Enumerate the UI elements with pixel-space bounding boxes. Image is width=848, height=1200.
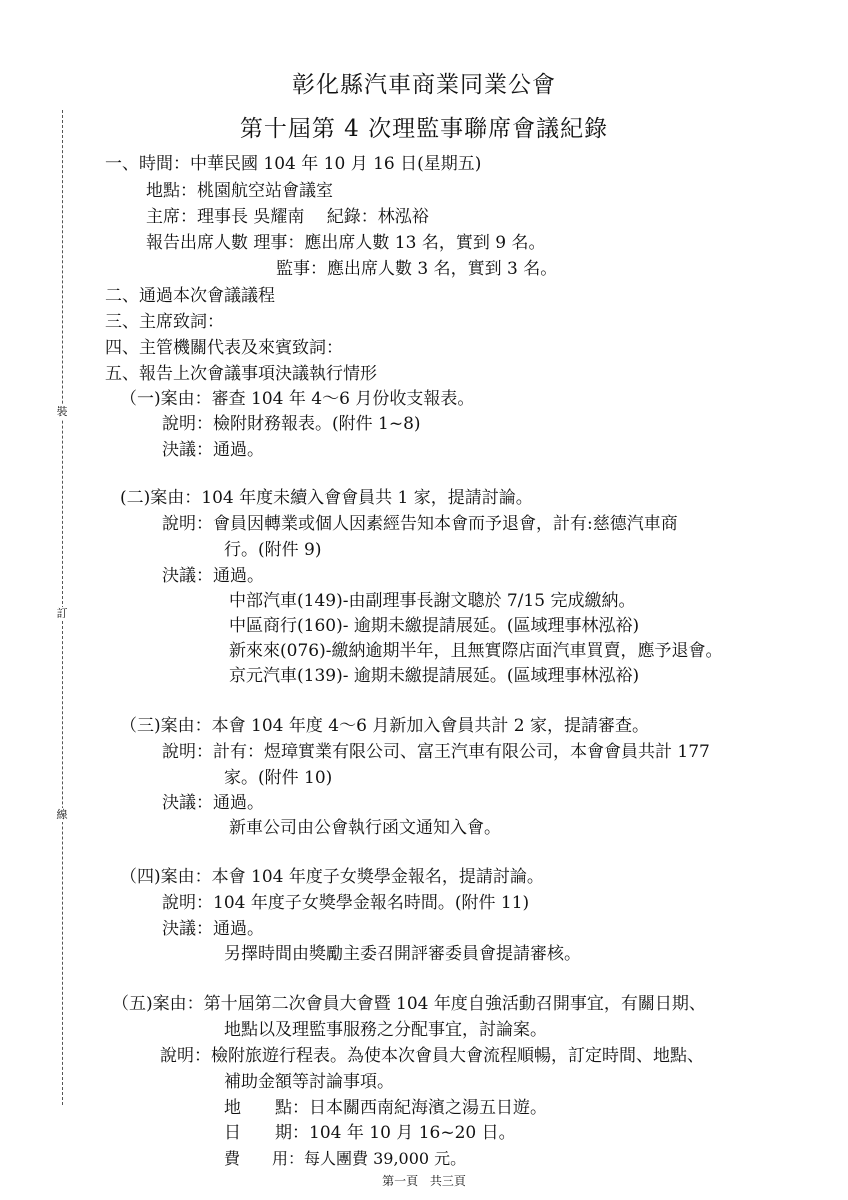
item5-case-line1: （五)案由：第十屆第二次會員大會暨 104 年度自強活動召開事宜，有關日期、 [112, 994, 706, 1014]
item3-case: （三)案由：本會 104 年度 4～6 月新加入會員共計 2 家，提請審查。 [120, 716, 649, 736]
item4-resolution: 決議：通過。 [162, 919, 264, 939]
item5-note-line2: 補助金額等討論事項。 [224, 1072, 394, 1092]
page-total: 共三頁 [429, 1174, 466, 1188]
section-5: 五、報告上次會議事項決議執行情形 [105, 364, 377, 384]
item3-note-line2: 家。(附件 10) [224, 768, 333, 788]
item5-case-line2: 地點以及理監事服務之分配事宜，討論案。 [224, 1020, 547, 1040]
doc-subtitle: 第十屆第 4 次理監事聯席會議紀錄 [239, 116, 609, 142]
item3-note-line1: 說明：計有：煜璋實業有限公司、富王汽車有限公司，本會會員共計 177 [162, 742, 710, 762]
item3-resolution: 決議：通過。 [162, 793, 264, 813]
item5-date: 日 期：104 年 10 月 16~20 日。 [224, 1123, 516, 1143]
item4-note: 說明：104 年度子女獎學金報名時間。(附件 11) [162, 893, 530, 913]
doc-title: 彰化縣汽車商業同業公會 [292, 72, 556, 98]
item2-note-line1: 說明：會員因轉業或個人因素經告知本會而予退會，計有:慈德汽車商 [162, 514, 678, 534]
binding-mark-1: 裝 [54, 405, 70, 419]
item2-note-line2: 行。(附件 9) [224, 540, 322, 560]
meeting-chair: 主席：理事長 吳耀南 紀錄：林泓裕 [146, 207, 429, 227]
item4-case: （四)案由：本會 104 年度子女獎學金報名，提請討論。 [120, 867, 544, 887]
attendance-supervisors: 監事：應出席人數 3 名，實到 3 名。 [276, 259, 558, 279]
item1-case: （一)案由：審查 104 年 4～6 月份收支報表。 [120, 389, 475, 409]
item2-resolution-detail-2: 中區商行(160)- 逾期未繳提請展延。(區域理事林泓裕) [229, 616, 640, 636]
item2-resolution-detail-1: 中部汽車(149)-由副理事長謝文聰於 7/15 完成繳納。 [229, 591, 636, 611]
item5-note-line1: 說明：檢附旅遊行程表。為使本次會員大會流程順暢，訂定時間、地點、 [160, 1046, 704, 1066]
item1-note: 說明：檢附財務報表。(附件 1~8) [162, 414, 421, 434]
item5-fee: 費 用：每人團費 39,000 元。 [224, 1149, 467, 1168]
binding-mark-2: 訂 [54, 607, 70, 621]
meeting-time: 一、時間：中華民國 104 年 10 月 16 日(星期五) [105, 154, 482, 174]
item5-place: 地 點：日本關西南紀海濱之湯五日遊。 [224, 1098, 547, 1118]
item4-resolution-detail-1: 另擇時間由獎勵主委召開評審委員會提請審核。 [224, 944, 581, 964]
item2-case: (二)案由：104 年度未續入會會員共 1 家，提請討論。 [120, 488, 533, 508]
item1-resolution: 決議：通過。 [162, 440, 264, 460]
page-number: 第一頁 [382, 1174, 419, 1188]
item2-resolution-detail-3: 新來來(076)-繳納逾期半年，且無實際店面汽車買賣，應予退會。 [229, 641, 723, 661]
page-footer [0, 1172, 848, 1189]
item2-resolution-detail-4: 京元汽車(139)- 逾期未繳提請展延。(區域理事林泓裕) [229, 666, 640, 686]
meeting-place: 地點：桃園航空站會議室 [146, 181, 333, 201]
attendance-directors: 報告出席人數 理事：應出席人數 13 名，實到 9 名。 [146, 233, 546, 253]
section-4: 四、主管機關代表及來賓致詞： [105, 338, 343, 358]
binding-mark-3: 線 [54, 808, 70, 822]
item2-resolution: 決議：通過。 [162, 566, 264, 586]
item3-resolution-detail-1: 新車公司由公會執行函文通知入會。 [229, 818, 501, 838]
section-2: 二、通過本次會議議程 [105, 286, 275, 306]
section-3: 三、主席致詞： [105, 312, 224, 332]
